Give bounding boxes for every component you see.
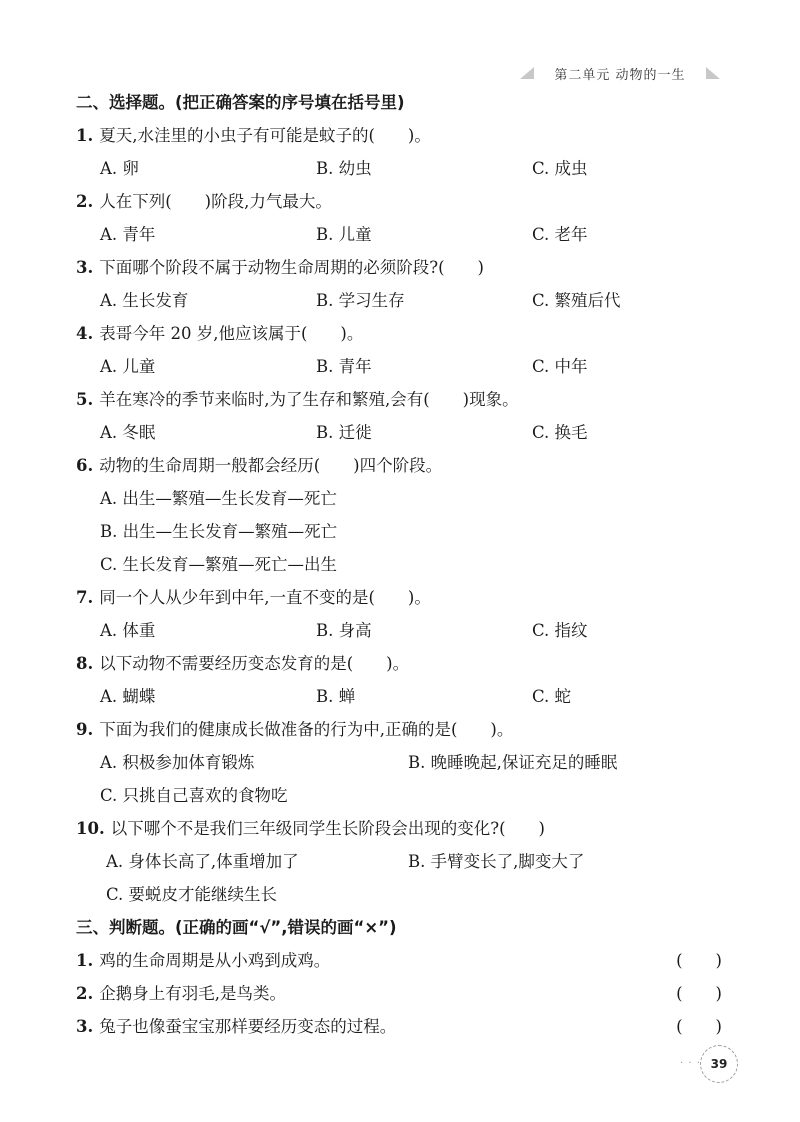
decorative-dots: · · · — [680, 1058, 701, 1069]
option-b: B. 儿童 — [316, 225, 372, 244]
question-5-options — [76, 416, 736, 449]
question-7: 7. 同一个人从少年到中年,一直不变的是( )。 — [76, 588, 431, 607]
page-number-badge — [700, 1045, 738, 1083]
option-b: B. 幼虫 — [316, 159, 372, 178]
option-c: C. 要蜕皮才能继续生长 — [106, 885, 278, 904]
option-a: A. 青年 — [100, 225, 156, 244]
question-1-options — [76, 152, 736, 185]
answer-blank: ( ) — [676, 984, 722, 1003]
question-9: 9. 下面为我们的健康成长做准备的行为中,正确的是( )。 — [76, 720, 514, 739]
section3-title: 三、判断题。(正确的画“√”,错误的画“×”) — [76, 918, 397, 937]
question-7-options — [76, 614, 736, 647]
answer-blank: ( ) — [676, 951, 722, 970]
page-header — [520, 62, 720, 84]
header-right-triangle-icon — [706, 67, 720, 79]
page-number: 39 — [710, 1057, 728, 1071]
worksheet-content — [76, 86, 736, 1043]
question-8-options — [76, 680, 736, 713]
option-b: B. 身高 — [316, 621, 372, 640]
option-a: A. 身体长高了,体重增加了 — [106, 852, 299, 871]
option-a: A. 冬眠 — [100, 423, 156, 442]
option-c: C. 中年 — [532, 357, 588, 376]
answer-blank: ( ) — [676, 1017, 722, 1036]
question-10-options — [76, 845, 736, 878]
option-b: B. 手臂变长了,脚变大了 — [408, 852, 585, 871]
judge-item-3: 3. 兔子也像蚕宝宝那样要经历变态的过程。 ( ) — [76, 1010, 736, 1043]
question-5: 5. 羊在寒冷的季节来临时,为了生存和繁殖,会有( )现象。 — [76, 390, 519, 409]
question-1: 1. 夏天,水洼里的小虫子有可能是蚊子的( )。 — [76, 126, 431, 145]
option-a: A. 蝴蝶 — [100, 687, 156, 706]
header-text: 第二单元 动物的一生 — [554, 67, 686, 83]
option-c: C. 老年 — [532, 225, 588, 244]
option-b: B. 迁徙 — [316, 423, 372, 442]
judge-item-1: 1. 鸡的生命周期是从小鸡到成鸡。 ( ) — [76, 944, 736, 977]
question-3: 3. 下面哪个阶段不属于动物生命周期的必须阶段?( ) — [76, 258, 484, 277]
question-9-options — [76, 746, 736, 779]
option-a: A. 卵 — [100, 159, 139, 178]
option-a: A. 生长发育 — [100, 291, 189, 310]
option-c: C. 成虫 — [532, 159, 588, 178]
question-4-options — [76, 350, 736, 383]
option-c: C. 换毛 — [532, 423, 588, 442]
header-left-triangle-icon — [520, 67, 534, 79]
option-a: A. 出生—繁殖—生长发育—死亡 — [100, 489, 337, 508]
option-b: B. 蝉 — [316, 687, 356, 706]
question-2: 2. 人在下列( )阶段,力气最大。 — [76, 192, 332, 211]
option-c: C. 指纹 — [532, 621, 588, 640]
option-b: B. 学习生存 — [316, 291, 405, 310]
question-8: 8. 以下动物不需要经历变态发育的是( )。 — [76, 654, 410, 673]
question-6: 6. 动物的生命周期一般都会经历( )四个阶段。 — [76, 456, 443, 475]
option-a: A. 儿童 — [100, 357, 156, 376]
section2-title: 二、选择题。(把正确答案的序号填在括号里) — [76, 93, 405, 112]
option-b: B. 青年 — [316, 357, 372, 376]
option-c: C. 只挑自己喜欢的食物吃 — [100, 786, 288, 805]
option-c: C. 繁殖后代 — [532, 291, 621, 310]
option-a: A. 积极参加体育锻炼 — [100, 753, 255, 772]
question-2-options — [76, 218, 736, 251]
judge-item-2: 2. 企鹅身上有羽毛,是鸟类。 ( ) — [76, 977, 736, 1010]
question-3-options — [76, 284, 736, 317]
option-b: B. 晚睡晚起,保证充足的睡眠 — [408, 753, 618, 772]
option-b: B. 出生—生长发育—繁殖—死亡 — [100, 522, 338, 541]
option-c: C. 蛇 — [532, 687, 572, 706]
question-10: 10. 以下哪个不是我们三年级同学生长阶段会出现的变化?( ) — [76, 819, 545, 838]
question-4: 4. 表哥今年 20 岁,他应该属于( )。 — [76, 324, 364, 343]
option-c: C. 生长发育—繁殖—死亡—出生 — [100, 555, 338, 574]
option-a: A. 体重 — [100, 621, 156, 640]
